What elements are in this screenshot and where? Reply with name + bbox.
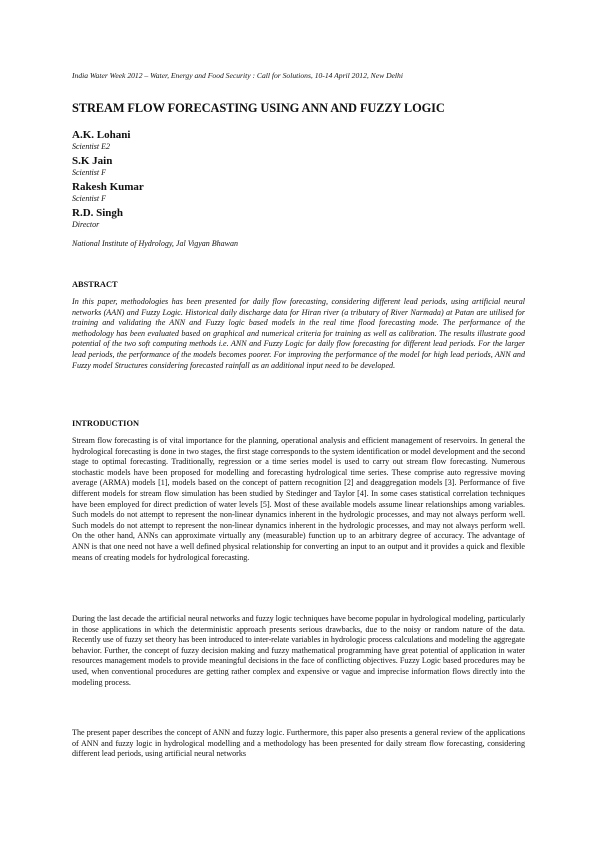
author-name: R.D. Singh <box>72 207 124 219</box>
author-name: Rakesh Kumar <box>72 181 144 193</box>
paper-title: STREAM FLOW FORECASTING USING ANN AND FUZZY LOGIC <box>72 101 445 115</box>
author-name: S.K Jain <box>72 155 113 167</box>
introduction-paragraph: During the last decade the artificial neural networks and fuzzy logic techniques have become popular in hydrological modeling, particularly in those applications in which the deterministic approach presents serious drawbacks, due to the noisy or random nature of the data. Recently use of fuzzy set theory has been introduced to inter-relate variables in hydrologic process calculations and modeling the aggregate behavior. Further, the concept of fuzzy decision making and fuzzy mathematical programming have great potential of application in water resources management models to provide meaningful decisions in the face of conflicting objectives. Fuzzy Logic based procedures may be used, when conventional procedures are getting rather complex and expensive or vague and imprecise information flows directly into the modeling process. <box>72 614 525 687</box>
introduction-paragraph: Stream flow forecasting is of vital importance for the planning, operational analysis and efficient management of reservoirs. In general the hydrological forecasting is done in two stages, the first stage corresponds to the system identification or model development and the second stage to optimal forecasting. Traditionally, regression or a time series model is used to carry out stream flow forecasting. Numerous stochastic models have been proposed for modelling and forecasting hydrological time series. These comprise auto regressive moving average (ARMA) models [1], models based on the concept of pattern recognition [2] and deaggregation models [3]. Performance of five different models for stream flow simulation has been studied by Stedinger and Taylor [4]. In some cases statistical correlation techniques have been employed for direct prediction of water levels [5]. Most of these available models assume linear relationships among variables. Such models do not attempt to represent the non-linear dynamics inherent in the hydrologic processes, and may not always perform well. Such models do not attempt to represent the non-linear dynamics inherent in the hydrologic processes, and may not always perform well. On the other hand, ANNs can approximate virtually any (measurable) function up to an arbitrary degree of accuracy. The advantage of ANN is that one need not have a well defined physical relationship for converting an input to an output and it provides a quick and flexible means of creating models for hydrological forecasting. <box>72 436 525 562</box>
abstract-text: In this paper, methodologies has been presented for daily flow forecasting, considering different lead periods, using artificial neural networks (AAN) and Fuzzy Logic. Historical daily discharge data for Hiran river (a tributary of River Narmada) at Patan are utilised for training and validating the ANN and Fuzzy logic based models in the real time flood forecasting mode. The performance of the methodology has been evaluated based on graphical and numerical criteria for training as well as calibration. The results illustrate good potential of the two soft computing methods i.e. ANN and Fuzzy Logic for daily flow forecasting for different lead periods. For the larger lead periods, the performance of the models becomes poorer. For improving the performance of the model for high lead periods, ANN and Fuzzy model Structures considering forecasted rainfall as an additional input need to be developed. <box>72 297 525 370</box>
author-name: A.K. Lohani <box>72 129 131 141</box>
author-role: Director <box>72 220 100 229</box>
abstract-heading: ABSTRACT <box>72 280 118 289</box>
author-block <box>72 206 372 230</box>
affiliation: National Institute of Hydrology, Jal Vigyan Bhawan <box>72 239 238 248</box>
author-block <box>72 154 372 178</box>
author-block <box>72 128 372 152</box>
author-role: Scientist E2 <box>72 142 110 151</box>
author-block <box>72 180 372 204</box>
author-role: Scientist F <box>72 194 106 203</box>
author-role: Scientist F <box>72 168 106 177</box>
introduction-heading: INTRODUCTION <box>72 419 140 428</box>
introduction-paragraph: The present paper describes the concept of ANN and fuzzy logic. Furthermore, this paper also presents a general review of the applications of ANN and fuzzy logic in hydrological modelling and a methodology has been presented for daily stream flow forecasting, considering different lead periods, using artificial neural networks <box>72 728 525 759</box>
conference-header: India Water Week 2012 – Water, Energy and Food Security : Call for Solutions, 10-14 April 2012, New Delhi <box>72 71 403 80</box>
author-list <box>72 128 372 232</box>
